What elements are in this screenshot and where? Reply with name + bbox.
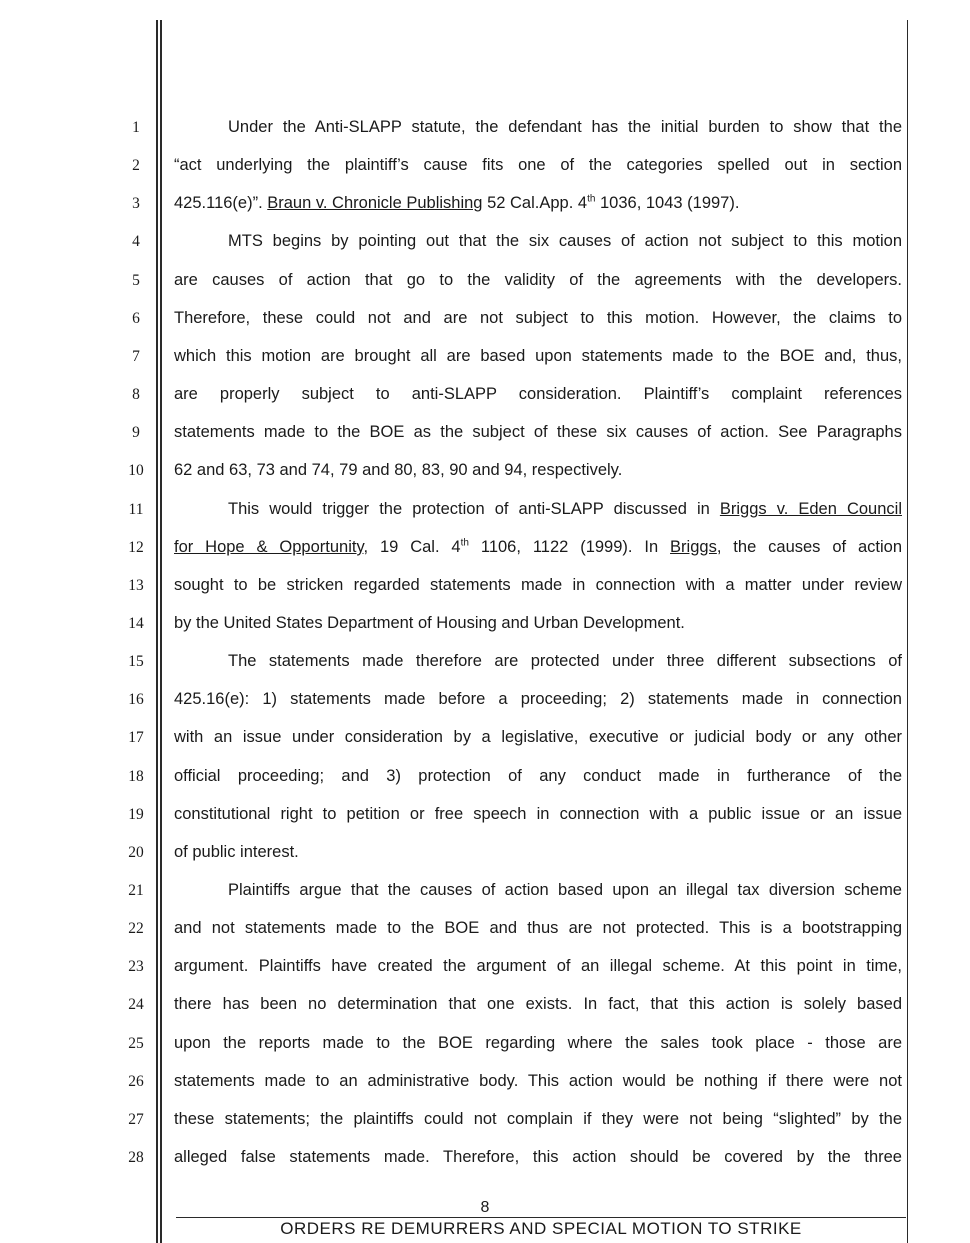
text-segment: of public interest. [174,843,299,861]
text-segment: This would trigger the protection of anti-SLAPP discussed in [228,500,720,518]
text-segment: are properly subject to anti-SLAPP consideration. Plaintiff’s complaint references [174,385,902,403]
text-line [228,881,902,900]
text-line [228,500,902,519]
text-segment: , the causes of action [716,538,903,556]
line-number: 21 [128,882,144,899]
text-line [174,690,902,709]
text-segment: argument. Plaintiffs have created the argument of an illegal scheme. At this point in time, [174,957,902,975]
text-line [174,1034,902,1053]
line-number: 24 [128,996,144,1013]
case-citation: for Hope & Opportunity [174,538,364,556]
line-number: 23 [128,958,144,975]
text-segment: 1106, 1122 (1999). In [468,538,671,556]
left-margin-rule-outer [156,20,158,1243]
text-segment: 425.16(e): 1) statements made before a proceeding; 2) statements made in connection [174,690,902,708]
text-segment: which this motion are brought all are based upon statements made to the BOE and, thus, [174,347,902,365]
text-segment: 425.116(e)”. [174,194,268,212]
text-line [174,919,902,938]
line-number: 9 [132,424,140,441]
line-number: 11 [128,501,144,518]
line-number: 1 [132,119,140,136]
footer-caption: ORDERS RE DEMURRERS AND SPECIAL MOTION TO STRIKE [280,1219,802,1238]
text-segment: upon the reports made to the BOE regarding where the sales took place - those are [174,1034,902,1052]
text-line [174,461,622,480]
page-number: 8 [480,1199,490,1216]
text-line [174,957,902,976]
text-segment: 52 Cal.App. 4 [482,194,588,212]
text-line [174,614,685,633]
text-segment: statements made to an administrative body. This action would be nothing if there were not [174,1072,902,1090]
text-line [174,767,902,786]
text-line [174,156,902,175]
line-number: 6 [132,310,140,327]
text-segment: alleged false statements made. Therefore, this action should be covered by the three [174,1148,902,1166]
text-line [174,347,902,366]
text-line [174,1110,902,1129]
superscript: th [587,193,596,205]
line-number: 7 [132,348,140,365]
line-number: 16 [128,691,144,708]
case-citation: Braun v. Chronicle Publishing [267,194,483,212]
case-citation: Briggs [670,538,717,556]
line-number: 20 [128,844,144,861]
line-number: 14 [128,615,144,632]
line-number: 22 [128,920,144,937]
text-segment: there has been no determination that one exists. In fact, that this action is solely based [174,995,902,1013]
text-segment: statements made to the BOE as the subject of these six causes of action. See Paragraphs [174,423,902,441]
text-segment: 62 and 63, 73 and 74, 79 and 80, 83, 90 and 94, respectively. [174,461,623,479]
right-margin-rule [907,20,908,1243]
line-number: 12 [128,539,144,556]
line-number: 18 [128,768,144,785]
text-segment: sought to be stricken regarded statements made in connection with a matter under review [174,576,902,594]
text-segment: , 19 Cal. 4 [363,538,461,556]
text-line [174,385,902,404]
text-segment: by the United States Department of Housing and Urban Development. [174,614,685,632]
line-number: 8 [132,386,140,403]
text-segment: 1036, 1043 (1997). [595,194,740,212]
case-citation: Briggs v. Eden Council [719,500,902,518]
line-number: 19 [128,806,144,823]
text-segment: “act underlying the plaintiff’s cause fits one of the categories spelled out in section [174,156,902,174]
text-segment: MTS begins by pointing out that the six causes of action not subject to this motion [228,232,902,250]
text-segment: official proceeding; and 3) protection of any conduct made in furtherance of the [174,767,902,785]
text-line [174,538,902,557]
text-segment: and not statements made to the BOE and thus are not protected. This is a bootstrapping [174,919,902,937]
text-segment: these statements; the plaintiffs could not complain if they were not being “slighted” by the [174,1110,902,1128]
text-line [174,309,902,328]
text-line [174,728,902,747]
text-line [174,423,902,442]
footer-rule [176,1217,906,1218]
line-number: 4 [132,233,140,250]
superscript: th [460,537,469,549]
text-line [228,232,902,251]
text-line [174,805,902,824]
text-line [174,1072,902,1091]
line-number: 25 [128,1035,144,1052]
text-segment: Under the Anti-SLAPP statute, the defendant has the initial burden to show that the [228,118,902,136]
text-segment: Plaintiffs argue that the causes of action based upon an illegal tax diversion scheme [228,881,902,899]
text-segment: are causes of action that go to the validity of the agreements with the developers. [174,271,902,289]
text-line [228,652,902,671]
text-line [174,194,739,213]
left-margin-rule-inner [160,20,162,1243]
line-number: 3 [132,195,140,212]
line-number: 2 [132,157,140,174]
text-line [174,995,902,1014]
text-line [228,118,902,137]
line-number: 28 [128,1149,144,1166]
text-segment: The statements made therefore are protected under three different subsections of [228,652,902,670]
line-number: 26 [128,1073,144,1090]
text-segment: Therefore, these could not and are not subject to this motion. However, the claims to [174,309,902,327]
text-line [174,1148,902,1167]
text-line [174,843,299,862]
line-number: 15 [128,653,144,670]
line-number: 13 [128,577,144,594]
line-number: 5 [132,272,140,289]
text-line [174,271,902,290]
text-segment: with an issue under consideration by a legislative, executive or judicial body or any other [174,728,902,746]
text-segment: constitutional right to petition or free speech in connection with a public issue or an issue [174,805,902,823]
line-number: 17 [128,729,144,746]
line-number: 10 [128,462,144,479]
line-number: 27 [128,1111,144,1128]
text-line [174,576,902,595]
